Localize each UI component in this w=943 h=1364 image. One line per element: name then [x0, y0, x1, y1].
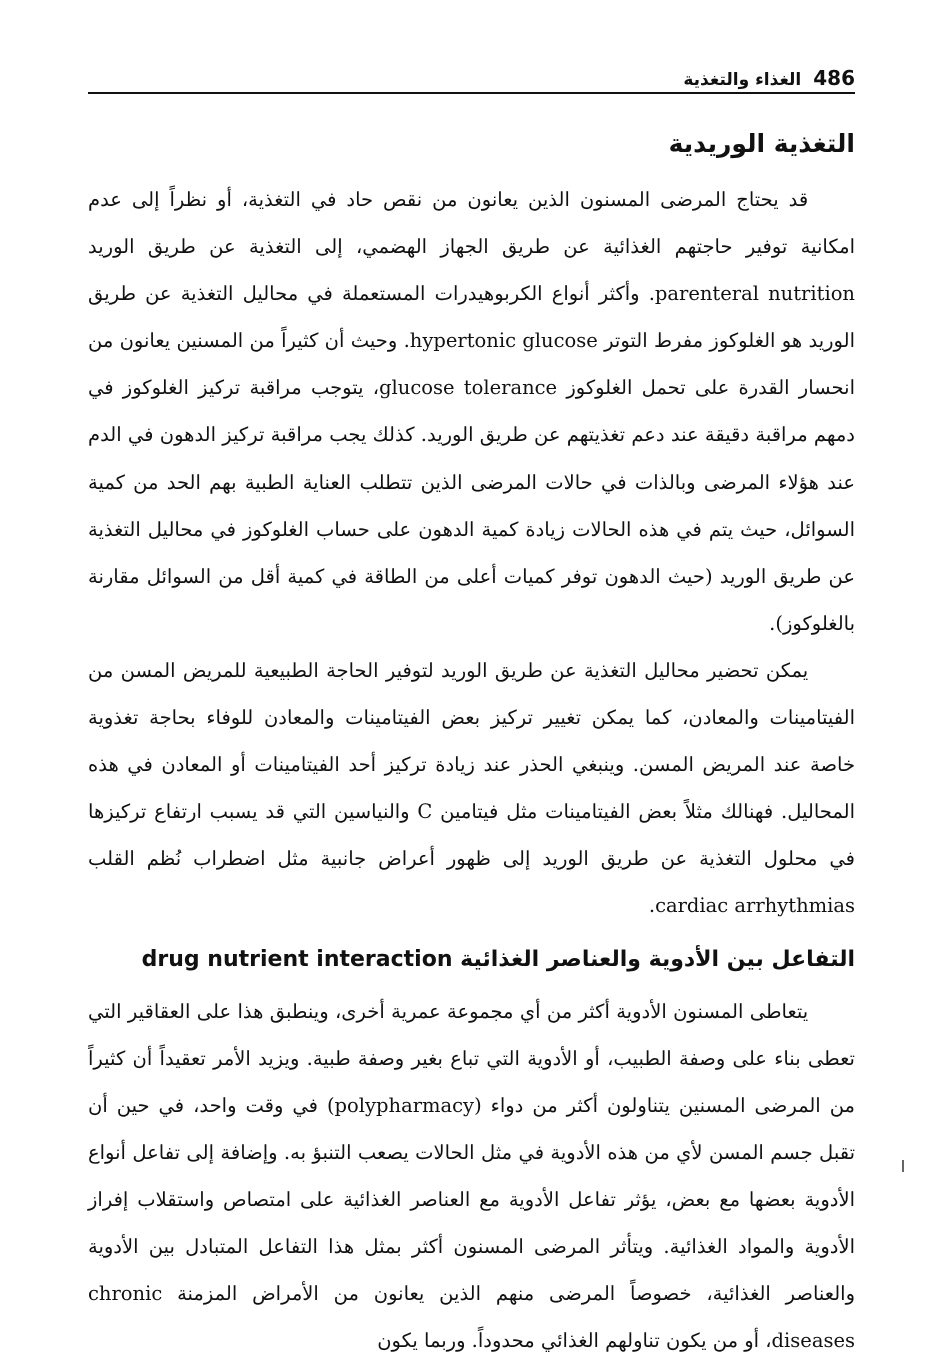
paragraph-drug-nutrient-interaction-1: يتعاطى المسنون الأدوية أكثر من أي مجموعة عمرية أخرى، وينطبق هذا على العقاقير التي تعطى بناء على وصفة الطبيب، أو الأدوية التي تباع بغير وصفة طبية. ويزيد الأمر تعقيداً أن كثيراً من المرضى المسنين يتناولون أكثر من دواء (polypharmacy) في وقت واحد، في حين أن تقبل جسم المسن لأي من هذه الأدوية في مثل الحالات يصعب التنبؤ به. وإضافة إلى تفاعل أنواع الأدوية بعضها مع بعض، يؤثر تفاعل الأدوية مع العناصر الغذائية على امتصاص واستقلاب إفراز الأدوية والمواد الغذائية. ويتأثر المرضى المسنون أكثر بمثل هذا التفاعل المتبادل بين الأدوية والعناصر الغذائية، خصوصاً المرضى منهم الذين يعانون من الأمراض المزمنة chronic diseases، أو من يكون تناولهم الغذائي محدوداً. وربما يكون	[88, 988, 855, 1364]
running-header	[88, 60, 855, 90]
page-number: 486	[813, 66, 855, 90]
section-heading-drug-nutrient-interaction: التفاعل بين الأدوية والعناصر الغذائية drug nutrient interaction	[88, 938, 855, 982]
margin-mark	[902, 1160, 904, 1172]
paragraph-parenteral-nutrition-1: قد يحتاج المرضى المسنون الذين يعانون من نقص حاد في التغذية، أو نظراً إلى عدم امكانية توفير حاجتهم الغذائية عن طريق الجهاز الهضمي، إلى التغذية عن طريق الوريد parenteral nutrition. وأكثر أنواع الكربوهيدرات المستعملة في محاليل التغذية عن طريق الوريد هو الغلوكوز مفرط التوتر hypertonic glucose. وحيث أن كثيراً من المسنين يعانون من انحسار القدرة على تحمل الغلوكوز glucose tolerance، يتوجب مراقبة تركيز الغلوكوز في دمهم مراقبة دقيقة عند دعم تغذيتهم عن طريق الوريد. كذلك يجب مراقبة تركيز الدهون في الدم عند هؤلاء المرضى وبالذات في حالات المرضى الذين تتطلب العناية الطبية بهم الحد من كمية السوائل، حيث يتم في هذه الحالات زيادة كمية الدهون على حساب الغلوكوز في محاليل التغذية عن طريق الوريد (حيث الدهون توفر كميات أعلى من الطاقة في كمية أقل من السوائل مقارنة بالغلوكوز).	[88, 176, 855, 647]
section-heading-parenteral-nutrition: التغذية الوريدية	[88, 120, 855, 168]
header-rule	[88, 92, 855, 94]
running-title: الغذاء والتغذية	[683, 70, 801, 90]
paragraph-parenteral-nutrition-2: يمكن تحضير محاليل التغذية عن طريق الوريد لتوفير الحاجة الطبيعية للمريض المسن من الفيتامينات والمعادن، كما يمكن تغيير تركيز بعض الفيتامينات والمعادن للوفاء بحاجة تغذوية خاصة عند المريض المسن. وينبغي الحذر عند زيادة تركيز أحد الفيتامينات أو المعادن في هذه المحاليل. فهنالك مثلاً بعض الفيتامينات مثل فيتامين C والنياسين التي قد يسبب ارتفاع تركيزها في محلول التغذية عن طريق الوريد إلى ظهور أعراض جانبية مثل اضطراب نُظم القلب cardiac arrhythmias.	[88, 647, 855, 930]
page-body	[88, 120, 855, 1364]
